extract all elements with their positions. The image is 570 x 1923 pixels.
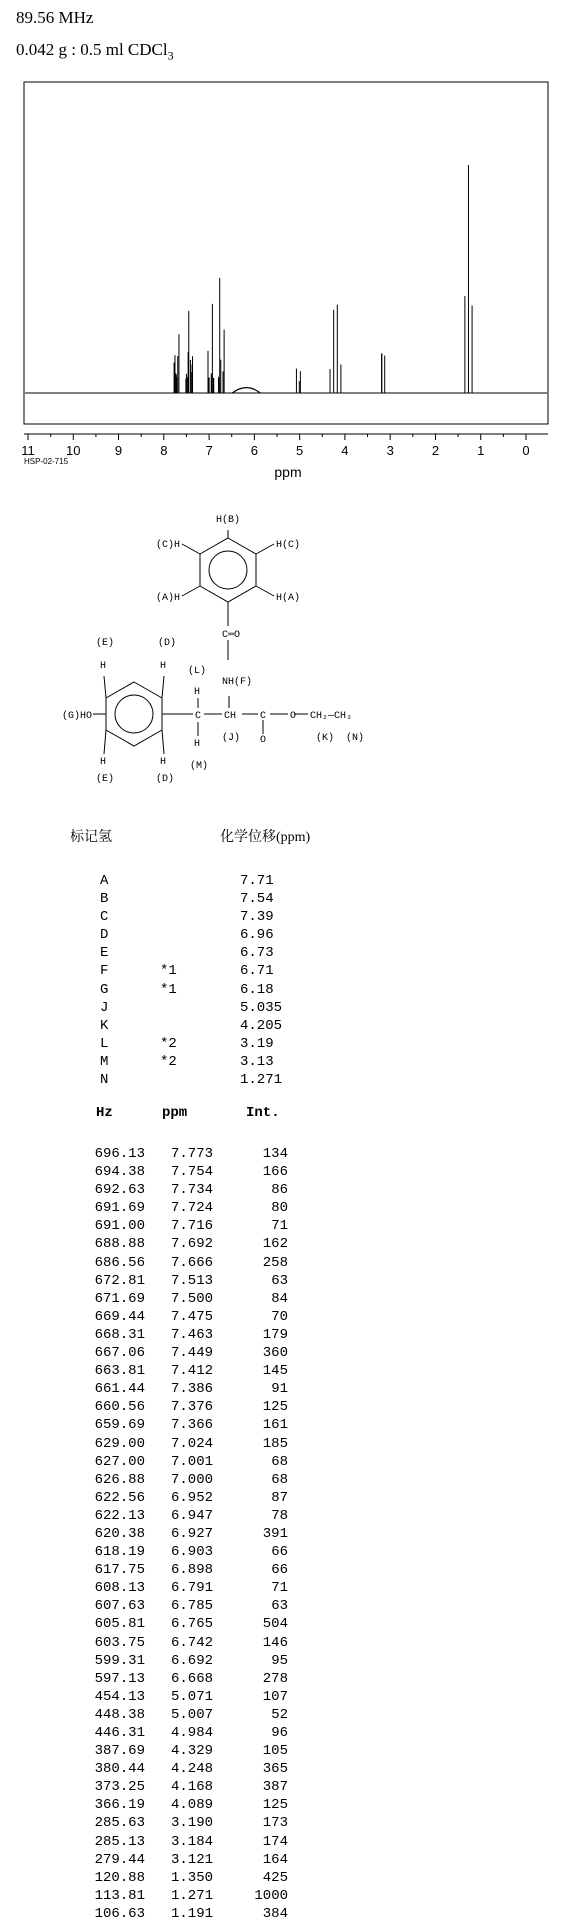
peak-cell-in: 68: [271, 1471, 288, 1488]
peak-row: [0, 1326, 570, 1344]
benzoyl-ring: [200, 538, 256, 602]
label-j: (J): [222, 733, 241, 744]
peak-row: [0, 1217, 570, 1235]
peak-row: [0, 1525, 570, 1543]
peak-cell-in: 78: [271, 1507, 288, 1524]
peak-cell-hz: 373.25: [94, 1779, 145, 1796]
label-h-d-bottom: H: [160, 757, 167, 768]
peak-cell-in: 91: [271, 1381, 288, 1398]
peak-cell-in: 134: [262, 1146, 288, 1162]
assignment-shift: 6.18: [240, 981, 274, 998]
peak-cell-hz: 617.75: [94, 1562, 145, 1579]
assignment-shift: 6.71: [240, 963, 274, 980]
peak-cell-pp: 7.716: [170, 1218, 213, 1235]
peak-row: [0, 1688, 570, 1706]
peak-cell-hz: 671.69: [94, 1290, 145, 1307]
broad-peak: [232, 388, 260, 393]
label-h-e-top: H: [100, 661, 107, 672]
peak-cell-hz: 113.81: [94, 1887, 145, 1904]
peak-cell-hz: 667.06: [94, 1345, 145, 1362]
peak-row: [0, 1507, 570, 1525]
peak-cell-in: 71: [271, 1218, 288, 1235]
spectrum-trace: [25, 165, 547, 393]
peak-cell-in: 125: [262, 1399, 288, 1416]
sample-concentration: [16, 40, 174, 63]
peak-row: [0, 1742, 570, 1760]
peak-row: [0, 1597, 570, 1615]
peak-cell-hz: 622.13: [94, 1507, 145, 1524]
x-tick-label: 7: [205, 443, 213, 458]
peak-cell-hz: 599.31: [94, 1652, 145, 1669]
peak-row: [0, 1380, 570, 1398]
peak-row: [0, 1453, 570, 1471]
peak-cell-in: 504: [262, 1616, 288, 1633]
peak-cell-in: 66: [271, 1544, 288, 1561]
peak-cell-in: 105: [262, 1743, 288, 1760]
peak-cell-in: 87: [271, 1489, 288, 1506]
peak-table: [0, 1145, 570, 1923]
peak-cell-in: 173: [262, 1815, 288, 1832]
assignment-note: *2: [160, 1035, 177, 1052]
peak-cell-pp: 4.984: [170, 1725, 213, 1741]
label-k: (K): [316, 733, 335, 744]
assignment-note: *1: [160, 963, 177, 980]
peak-cell-pp: 7.449: [170, 1345, 213, 1362]
label-h-a-right: H(A): [276, 593, 301, 604]
peak-cell-in: 107: [262, 1688, 288, 1705]
sample-main-text: 0.042 g : 0.5 ml CDCl: [16, 40, 168, 59]
peak-cell-in: 384: [262, 1905, 288, 1922]
peak-cell-hz: 691.69: [94, 1200, 145, 1217]
peak-row: [0, 1869, 570, 1887]
label-h-e-bottom: H: [100, 757, 107, 768]
peak-cell-hz: 672.81: [94, 1272, 145, 1289]
peak-cell-hz: 380.44: [94, 1761, 145, 1778]
peak-cell-in: 146: [262, 1634, 288, 1651]
peak-row: [0, 1706, 570, 1724]
label-n: (N): [346, 733, 365, 744]
peak-row: [0, 1833, 570, 1851]
peak-cell-pp: 7.513: [170, 1272, 213, 1289]
peak-cell-hz: 608.13: [94, 1580, 145, 1597]
peak-cell-hz: 454.13: [94, 1688, 145, 1705]
peak-cell-hz: 605.81: [94, 1616, 145, 1633]
peak-row: [0, 1416, 570, 1434]
peak-cell-hz: 279.44: [94, 1851, 145, 1868]
label-carbonyl: C═O: [222, 630, 241, 641]
assignment-label: G: [100, 981, 109, 998]
peak-cell-in: 86: [271, 1182, 288, 1199]
peak-cell-hz: 620.38: [94, 1525, 145, 1542]
assignment-header-label: 标记氢: [70, 830, 112, 845]
assignment-label: J: [100, 999, 109, 1016]
label-e-top: (E): [96, 638, 115, 649]
peak-cell-pp: 6.785: [170, 1598, 213, 1615]
peak-row: [0, 1344, 570, 1362]
peak-cell-pp: 4.329: [170, 1743, 213, 1760]
assignment-header-shift: 化学位移(ppm): [220, 830, 311, 845]
peak-cell-pp: 7.500: [170, 1290, 213, 1307]
peak-cell-pp: 7.734: [170, 1182, 213, 1199]
peak-cell-pp: 7.463: [170, 1326, 213, 1343]
peak-cell-hz: 660.56: [94, 1399, 145, 1416]
peak-cell-in: 96: [271, 1725, 288, 1741]
peak-row: [0, 1272, 570, 1290]
peak-cell-in: 80: [271, 1200, 288, 1217]
peak-row: [0, 1760, 570, 1778]
peak-cell-pp: 1.271: [170, 1887, 213, 1904]
spectrometer-frequency: 89.56 MHz: [16, 8, 94, 27]
peak-row: [0, 1471, 570, 1489]
peak-cell-pp: 7.475: [170, 1308, 213, 1325]
label-nh-f: NH(F): [222, 677, 253, 688]
peak-cell-pp: 5.071: [170, 1688, 213, 1705]
peak-header-hz: Hz: [96, 1105, 113, 1121]
peak-cell-in: 425: [262, 1869, 288, 1886]
peak-cell-hz: 607.63: [94, 1598, 145, 1615]
peak-cell-in: 164: [262, 1851, 288, 1868]
peak-row: [0, 1199, 570, 1217]
peak-cell-pp: 6.765: [170, 1616, 213, 1633]
peak-row: [0, 1615, 570, 1633]
peak-row: [0, 1634, 570, 1652]
peak-cell-in: 360: [262, 1345, 288, 1362]
peak-header-ppm: ppm: [162, 1105, 188, 1121]
peak-cell-in: 166: [262, 1164, 288, 1181]
label-h-c-left: (C)H: [155, 540, 180, 551]
peak-row: [0, 1579, 570, 1597]
assignment-shift: 1.271: [240, 1072, 283, 1089]
x-axis-ticks: [21, 434, 529, 458]
peak-cell-in: 278: [262, 1670, 288, 1687]
peak-cell-pp: 7.754: [170, 1164, 213, 1181]
assignment-label: F: [100, 963, 109, 980]
peak-cell-pp: 7.376: [170, 1399, 213, 1416]
peak-cell-hz: 603.75: [94, 1634, 145, 1651]
peak-row: [0, 1652, 570, 1670]
label-c-ester: C: [260, 711, 267, 722]
peak-cell-pp: 3.121: [170, 1851, 213, 1868]
peak-cell-pp: 6.668: [170, 1670, 213, 1687]
peak-cell-pp: 4.089: [170, 1797, 213, 1814]
x-tick-label: 2: [431, 443, 440, 458]
label-h-d-top: H: [160, 661, 167, 672]
x-tick-label: 1: [477, 443, 485, 458]
benzoyl-aromatic-circle: [209, 551, 247, 589]
molecular-structure: [0, 500, 570, 800]
assignment-shift: 7.71: [240, 873, 274, 889]
peak-cell-pp: 6.927: [170, 1525, 213, 1542]
assignment-shift: 4.205: [240, 1017, 283, 1034]
peak-row: [0, 1851, 570, 1869]
peak-row: [0, 1145, 570, 1163]
peak-cell-hz: 120.88: [94, 1869, 145, 1886]
peak-cell-in: 179: [262, 1326, 288, 1343]
peak-cell-in: 70: [271, 1308, 288, 1325]
label-e-bottom: (E): [96, 774, 115, 785]
label-h-m: H: [194, 739, 201, 750]
x-tick-label: 0: [522, 443, 530, 458]
peak-cell-pp: 7.386: [170, 1381, 213, 1398]
peak-cell-pp: 4.248: [170, 1761, 213, 1778]
peak-cell-in: 145: [262, 1363, 288, 1380]
peak-row: [0, 1796, 570, 1814]
peak-row: [0, 1724, 570, 1742]
peak-row: [0, 1362, 570, 1380]
x-tick-label: 6: [250, 443, 258, 458]
peak-cell-hz: 106.63: [94, 1905, 145, 1922]
label-ho-g: (G)HO: [61, 711, 92, 722]
assignment-note: *1: [160, 981, 177, 998]
peak-cell-hz: 387.69: [94, 1743, 145, 1760]
label-ch2-c: C: [195, 711, 202, 722]
peak-cell-pp: 6.952: [170, 1489, 213, 1506]
peak-cell-in: 68: [271, 1453, 288, 1470]
assignment-label: L: [100, 1035, 109, 1052]
peak-cell-hz: 618.19: [94, 1544, 145, 1561]
label-h-a-left: (A)H: [155, 593, 180, 604]
peak-cell-hz: 627.00: [94, 1453, 145, 1470]
peak-row: [0, 1670, 570, 1688]
peak-cell-hz: 686.56: [94, 1254, 145, 1271]
assignment-label: B: [100, 891, 109, 908]
peak-cell-hz: 622.56: [94, 1489, 145, 1506]
label-l: (L): [188, 666, 207, 677]
assignment-shift: 3.19: [240, 1035, 274, 1052]
peak-cell-in: 1000: [254, 1887, 288, 1904]
peak-cell-in: 174: [262, 1833, 288, 1850]
peak-row: [0, 1181, 570, 1199]
label-h-b: H(B): [215, 515, 241, 526]
peak-cell-hz: 696.13: [94, 1146, 145, 1162]
assignment-label: C: [100, 909, 109, 926]
peak-cell-pp: 6.903: [170, 1544, 213, 1561]
assignment-label: K: [100, 1017, 109, 1034]
label-ethyl: CH₂—CH₃: [310, 711, 353, 722]
assignment-label: D: [100, 927, 109, 944]
peak-cell-pp: 3.184: [170, 1833, 213, 1850]
phenol-ring: [106, 682, 162, 746]
peak-cell-pp: 6.947: [170, 1507, 213, 1524]
peak-cell-pp: 5.007: [170, 1706, 213, 1723]
peak-cell-hz: 629.00: [94, 1435, 145, 1452]
assignment-shift: 7.54: [240, 891, 274, 908]
x-tick-label: 10: [66, 443, 81, 458]
peak-cell-pp: 6.742: [170, 1634, 213, 1651]
peak-row: [0, 1489, 570, 1507]
assignment-shift: 5.035: [240, 999, 283, 1016]
peak-cell-pp: 7.692: [170, 1236, 213, 1253]
x-tick-label: 11: [21, 443, 35, 458]
label-ch: CH: [224, 711, 237, 722]
peak-cell-hz: 692.63: [94, 1182, 145, 1199]
label-h-c-right: H(C): [276, 540, 301, 551]
peak-cell-in: 66: [271, 1562, 288, 1579]
peak-cell-hz: 366.19: [94, 1797, 145, 1814]
x-axis-label: ppm: [274, 464, 302, 480]
peak-cell-hz: 659.69: [94, 1417, 145, 1434]
peak-cell-hz: 688.88: [94, 1236, 145, 1253]
peak-cell-in: 387: [262, 1779, 288, 1796]
sample-subscript: 3: [167, 48, 174, 63]
peak-cell-pp: 7.001: [170, 1453, 213, 1470]
peak-cell-in: 365: [262, 1761, 288, 1778]
peak-cell-pp: 7.412: [170, 1363, 213, 1380]
peak-cell-pp: 7.724: [170, 1200, 213, 1217]
x-tick-label: 8: [160, 443, 168, 458]
assignment-label: A: [100, 873, 109, 889]
peak-row: [0, 1778, 570, 1796]
peak-row: [0, 1290, 570, 1308]
peak-row: [0, 1814, 570, 1832]
peak-row: [0, 1887, 570, 1905]
peak-row: [0, 1163, 570, 1181]
peak-cell-pp: 1.350: [170, 1869, 213, 1886]
x-tick-label: 3: [386, 443, 394, 458]
assignment-label: M: [100, 1053, 109, 1070]
peak-row: [0, 1543, 570, 1561]
peak-cell-pp: 6.898: [170, 1562, 213, 1579]
assignment-shift: 6.73: [240, 945, 274, 962]
x-tick-label: 4: [341, 443, 349, 458]
peak-cell-pp: 4.168: [170, 1779, 213, 1796]
peak-cell-pp: 7.773: [170, 1146, 213, 1162]
peak-row: [0, 1905, 570, 1923]
peak-row: [0, 1561, 570, 1579]
peak-cell-pp: 6.791: [170, 1580, 213, 1597]
peak-cell-in: 52: [271, 1706, 288, 1723]
peak-cell-in: 161: [262, 1417, 288, 1434]
peak-cell-pp: 7.666: [170, 1254, 213, 1271]
peak-cell-pp: 7.366: [170, 1417, 213, 1434]
peak-cell-hz: 597.13: [94, 1670, 145, 1687]
peak-cell-in: 63: [271, 1598, 288, 1615]
peak-row: [0, 1435, 570, 1453]
peak-cell-in: 95: [271, 1652, 288, 1669]
peak-cell-hz: 446.31: [94, 1725, 145, 1741]
peak-cell-hz: 694.38: [94, 1164, 145, 1181]
assignment-shift: 3.13: [240, 1053, 274, 1070]
peak-cell-hz: 448.38: [94, 1706, 145, 1723]
peak-cell-pp: 6.692: [170, 1652, 213, 1669]
assignment-label: E: [100, 945, 109, 962]
label-m: (M): [190, 761, 209, 772]
assignment-note: *2: [160, 1053, 177, 1070]
peak-cell-pp: 7.000: [170, 1471, 213, 1488]
peak-row: [0, 1308, 570, 1326]
peak-cell-in: 258: [262, 1254, 288, 1271]
spectrum-code: HSP-02-715: [24, 457, 69, 466]
peak-cell-hz: 663.81: [94, 1363, 145, 1380]
peak-row: [0, 1235, 570, 1253]
assignment-label: N: [100, 1072, 109, 1089]
peak-cell-pp: 1.191: [170, 1905, 213, 1922]
peak-cell-in: 71: [271, 1580, 288, 1597]
peak-cell-in: 162: [262, 1236, 288, 1253]
peak-header-int: Int.: [246, 1105, 280, 1121]
peak-cell-hz: 691.00: [94, 1218, 145, 1235]
peak-cell-hz: 668.31: [94, 1326, 145, 1343]
peak-cell-hz: 661.44: [94, 1381, 145, 1398]
label-o-double: O: [260, 735, 267, 746]
label-d-top: (D): [158, 638, 177, 649]
label-h-l: H: [194, 687, 201, 698]
peak-cell-in: 125: [262, 1797, 288, 1814]
label-d-bottom: (D): [156, 774, 175, 785]
peak-row: [0, 1398, 570, 1416]
peak-cell-in: 185: [262, 1435, 288, 1452]
peak-cell-in: 391: [262, 1525, 288, 1542]
phenol-aromatic-circle: [115, 695, 153, 733]
peak-row: [0, 1254, 570, 1272]
x-tick-label: 9: [114, 443, 123, 458]
peak-cell-hz: 669.44: [94, 1308, 145, 1325]
x-tick-label: 5: [296, 443, 304, 458]
peak-cell-hz: 626.88: [94, 1471, 145, 1488]
peak-cell-pp: 3.190: [170, 1815, 213, 1832]
peak-cell-in: 63: [271, 1272, 288, 1289]
peak-cell-in: 84: [271, 1290, 288, 1307]
peak-cell-hz: 285.63: [94, 1815, 145, 1832]
assignment-shift: 7.39: [240, 909, 274, 926]
assignment-shift: 6.96: [240, 927, 274, 944]
label-o-ester: O: [290, 711, 297, 722]
peak-cell-pp: 7.024: [170, 1435, 213, 1452]
peak-cell-hz: 285.13: [94, 1833, 145, 1850]
plot-frame: [24, 82, 548, 424]
